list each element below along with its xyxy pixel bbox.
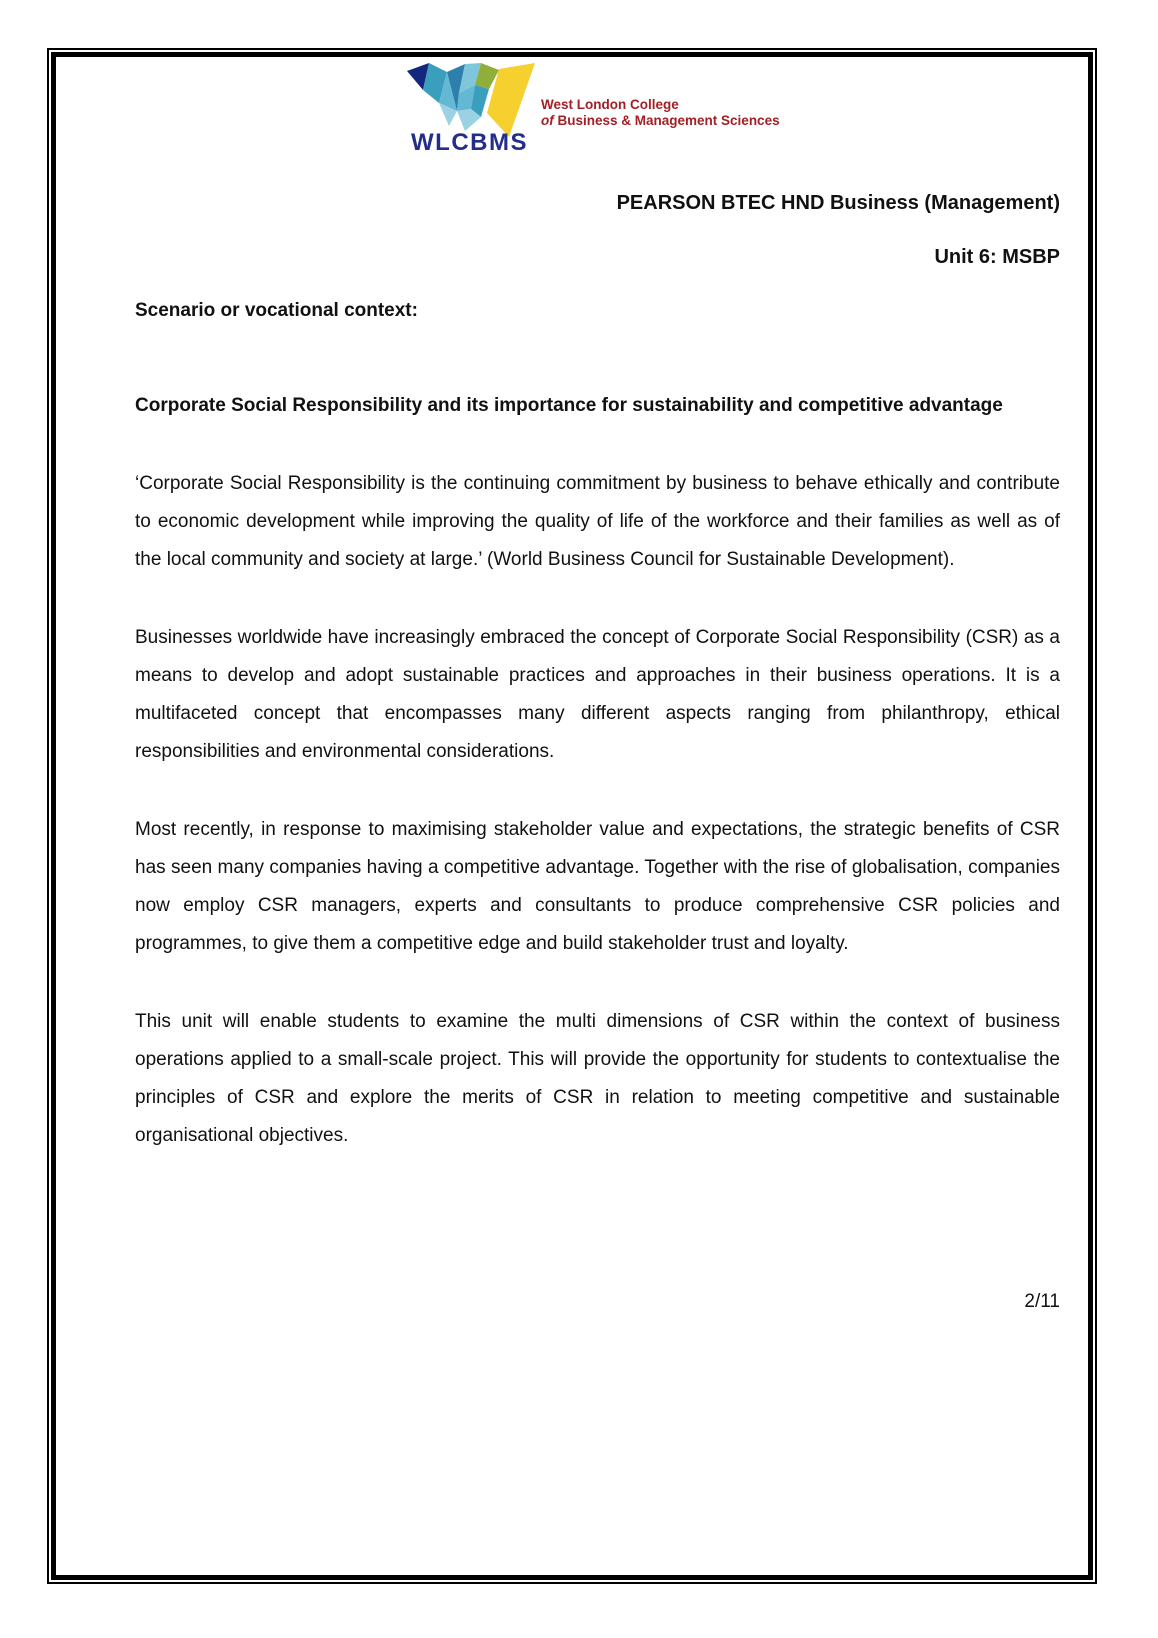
page-content (56, 63, 1088, 1581)
paragraph-most-recently: Most recently, in response to maximising stakeholder value and expectations, the strategic benefits of CSR has seen many companies having a competitive advantage. Together with the rise of globalisation, companies now employ CSR managers, experts and consultants to produce comprehensive CSR policies and programmes, to give them a competitive edge and build stakeholder trust and loyalty. (135, 819, 1060, 954)
paragraph-businesses-worldwide: Businesses worldwide have increasingly embraced the concept of Corporate Social Responsibility (CSR) as a means to develop and adopt sustainable practices and approaches in their business operations. It is a multifaceted concept that encompasses many different aspects ranging from philanthropy, ethical responsibilities and environmental considerations. (135, 627, 1060, 762)
college-name-rest: Business & Management Sciences (553, 113, 780, 128)
wlcbms-w-logo-icon (407, 63, 539, 139)
paragraph-csr-definition: ‘Corporate Social Responsibility is the continuing commitment by business to behave ethically and contribute to economic development while improving the quality of life of the workforce and their families as well as of the local community and society at large.’ (World Business Council for Sustainable Development). (135, 473, 1060, 570)
college-name-of: of (541, 113, 554, 128)
document-title: PEARSON BTEC HND Business (Management) (616, 192, 1060, 214)
scenario-heading: Scenario or vocational context: (135, 300, 418, 321)
page-border-frame (51, 52, 1093, 1580)
college-name-line2 (541, 113, 780, 129)
unit-subtitle: Unit 6: MSBP (934, 246, 1060, 268)
paragraph-this-unit: This unit will enable students to examine the multi dimensions of CSR within the context of business operations applied to a small-scale project. This will provide the opportunity for students to contextualise the principles of CSR and explore the merits of CSR in relation to meeting competitive and sustainable organisational objectives. (135, 1011, 1060, 1146)
college-name-text (541, 97, 780, 129)
topic-heading: Corporate Social Responsibility and its importance for sustainability and competitive advantage (135, 395, 1003, 416)
college-acronym: WLCBMS (411, 129, 528, 156)
college-name-line1: West London College (541, 97, 679, 112)
college-logo (135, 63, 1060, 163)
page-number: 2/11 (1024, 1291, 1060, 1312)
